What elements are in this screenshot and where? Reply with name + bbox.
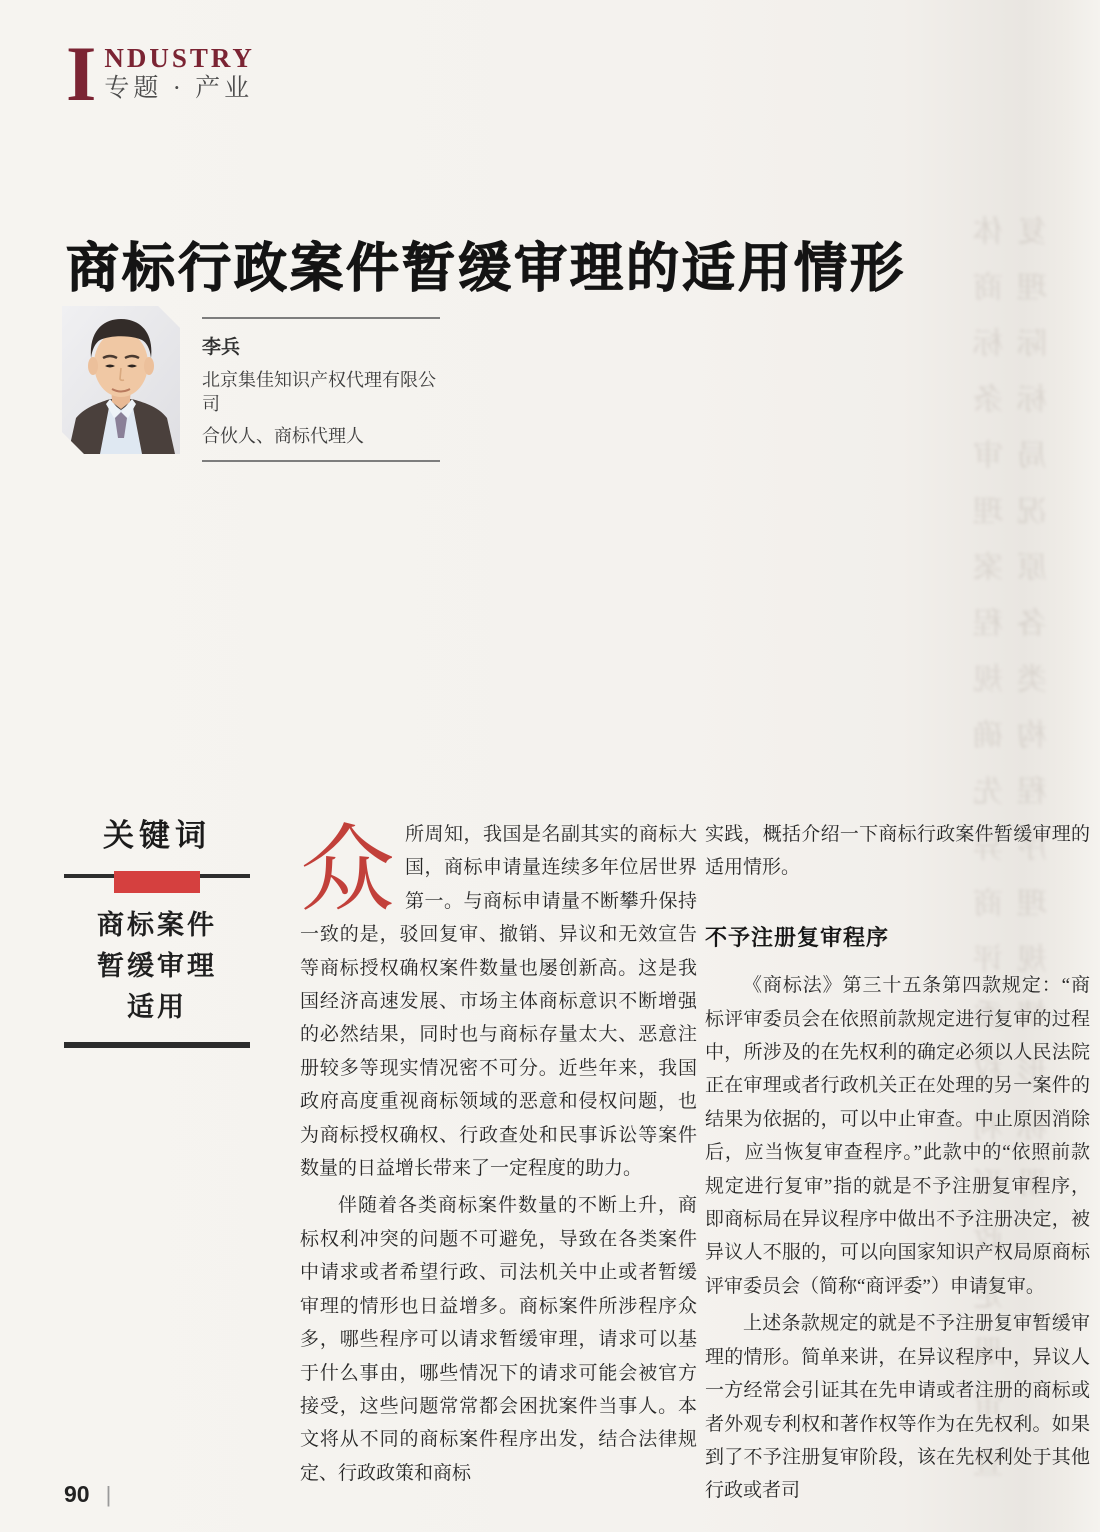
divider-red-accent [114,871,200,893]
article-title: 商标行政案件暂缓审理的适用情形 [66,238,906,298]
author-info [202,317,440,462]
author-company: 北京集佳知识产权代理有限公司 [202,370,436,415]
author-portrait-image [62,306,180,454]
body-column-1 [300,818,697,1490]
keywords-label: 关键词 [103,818,211,853]
keyword-item: 适用 [127,992,187,1022]
paragraph: 伴随着各类商标案件数量的不断上升，商标权利冲突的问题不可避免，导致在各类案件中请求或者希望行政、司法机关中止或者暂缓审理的情形也日益增多。商标案件所涉程序众多，哪些程序可以请求暂缓审理，请求可以基于什么事由，哪些情况下的请求可能会被官方接受，这些问题常常都会困扰案件当事人。本文将从不同的商标案件程序出发，结合法律规定、行政政策和商标 [300,1195,697,1484]
page-number-separator: | [105,1481,112,1507]
paragraph: 实践，概括介绍一下商标行政案件暂缓审理的适用情形。 [705,824,1090,879]
drop-cap: 众 [300,817,396,923]
masthead-section-label: 专题 · 产业 [104,75,254,103]
masthead-initial: I [66,30,97,117]
page-number-block [64,1481,111,1508]
keywords-bottom-rule [64,1042,250,1048]
keyword-item: 暂缓审理 [97,951,217,981]
keywords-block [64,810,250,1048]
paragraph [300,818,697,1185]
masthead [66,30,255,117]
page-number: 90 [64,1481,90,1507]
paragraph-text: 所周知，我国是名副其实的商标大国，商标申请量连续多年位居世界第一。与商标申请量不断攀升保持一致的是，驳回复审、撤销、异议和无效宣告等商标授权确权案件数量也屡创新高。这是我国经济高速发展、市场主体商标意识不断增强的必然结果，同时也与商标存量太大、恶意注册较多等现实情况密不可分。近些年来，我国政府高度重视商标领域的恶意和侵权问题，也为商标授权确权、行政查处和民事诉讼等案件数量的日益增长带来了一定程度的助力。 [300,824,697,1180]
section-heading: 不予注册复审程序 [705,924,890,950]
paragraph: 《商标法》第三十五条第四款规定：“商标评审委员会在依照前款规定进行复审的过程中，所涉及的在先权利的确定必须以人民法院正在审理或者行政机关正在处理的另一案件的结果为依据的，可以中止审查。中止原因消除后，应当恢复审查程序。”此款中的“依照前款规定进行复审”指的就是不予注册复审程序，即商标局在异议程序中做出不予注册决定，被异议人不服的，可以向国家知识产权局原商标评审委员会（简称“商评委”）申请复审。 [705,975,1090,1297]
masthead-name: NDUSTRY [104,43,255,73]
body-column-2 [705,818,1090,1508]
keywords-divider [64,868,250,894]
keywords-list [64,905,250,1028]
masthead-text [104,42,255,103]
author-name: 李兵 [202,337,241,358]
reverse-page-bleed-through: 体商标条审理案程规确先异商评委权利形政定册审查复理际标局况原各类构程序理规情形标册 [975,215,1052,1503]
author-role: 合伙人、商标代理人 [202,425,364,446]
paragraph: 上述条款规定的就是不予注册复审暂缓审理的情形。简单来讲，在异议程序中，异议人一方经常会引证其在先申请或者注册的商标或者外观专利权和著作权等作为在先权利。如果到了不予注册复审阶段，该在先权利处于其他行政或者司 [705,1313,1090,1502]
author-block [62,306,440,462]
author-photo [62,306,180,454]
keyword-item: 商标案件 [97,910,217,940]
